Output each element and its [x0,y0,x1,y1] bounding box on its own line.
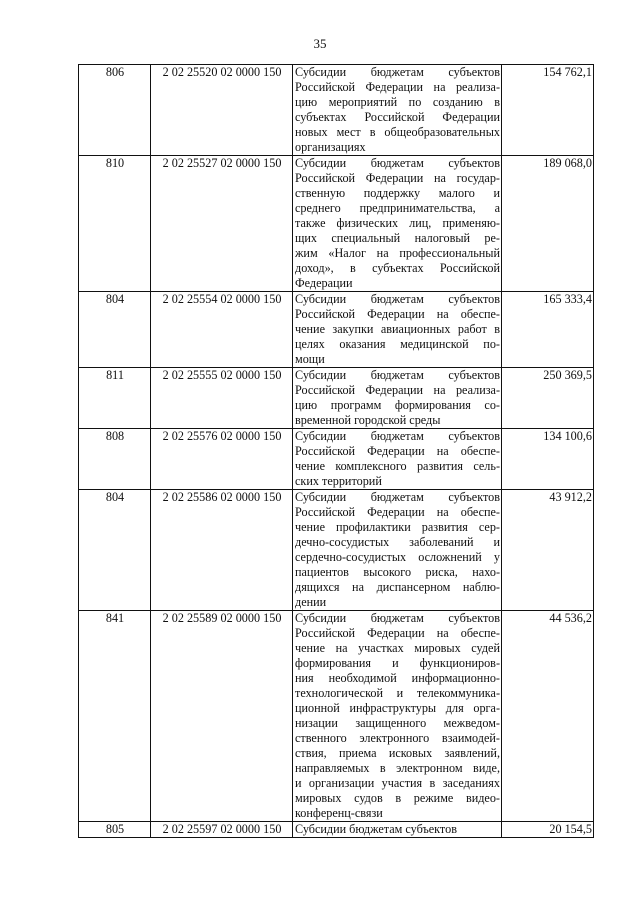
description-cell [293,822,502,838]
amount-cell: 154 762,1 [502,65,594,156]
amount-cell: 43 912,2 [502,490,594,611]
admin-code-cell: 808 [79,429,151,490]
description-line: чение на участках мировых судей [295,641,500,655]
description-cell [293,611,502,822]
table-row [79,368,594,429]
description-line: технологической и телекоммуника- [295,686,500,700]
description-line: ствия, приема исковых заявлений, [295,746,500,760]
admin-code-cell: 810 [79,156,151,292]
amount-cell: 20 154,5 [502,822,594,838]
table-row [79,611,594,822]
description-line: конференц-связи [295,806,383,820]
budget-code-cell: 2 02 25589 02 0000 150 [151,611,293,822]
description-cell [293,156,502,292]
description-line: ния необходимой информационно- [295,671,500,685]
description-line: чение закупки авиационных работ в [295,322,500,336]
description-line: субъектах Российской Федерации [295,110,500,124]
description-line: цию программ формирования со- [295,398,500,412]
table-row [79,156,594,292]
description-line: Субсидии бюджетам субъектов [295,490,500,504]
description-line: ственного электронного взаимодей- [295,731,500,745]
description-cell [293,65,502,156]
description-cell [293,368,502,429]
description-line: доход», в субъектах Российской [295,261,500,275]
description-line: Федерации [295,276,353,290]
description-line: Российской Федерации на обеспе- [295,505,500,519]
budget-code-cell: 2 02 25554 02 0000 150 [151,292,293,368]
description-line: Субсидии бюджетам субъектов [295,611,500,625]
budget-table [78,64,594,838]
description-line: дении [295,595,327,609]
description-line: ционной инфраструктуры для орга- [295,701,500,715]
admin-code-cell: 841 [79,611,151,822]
description-cell [293,490,502,611]
description-line: Российской Федерации на обеспе- [295,626,500,640]
description-line: новых мест в общеобразовательных [295,125,500,139]
description-line: Российской Федерации на обеспе- [295,307,500,321]
amount-cell: 134 100,6 [502,429,594,490]
description-line: направляемых в электронном виде, [295,761,500,775]
description-line: Субсидии бюджетам субъектов [295,65,500,79]
budget-code-cell: 2 02 25555 02 0000 150 [151,368,293,429]
description-line: Субсидии бюджетам субъектов [295,292,500,306]
description-line: Российской Федерации на государ- [295,171,500,185]
description-line: также физических лиц, применяю- [295,216,500,230]
table-row [79,65,594,156]
page-number: 35 [313,36,327,51]
table-row [79,822,594,838]
description-line: целях оказания медицинской по- [295,337,500,351]
description-line: и организации участия в заседаниях [295,776,500,790]
description-line: чение комплексного развития сель- [295,459,500,473]
description-cell [293,292,502,368]
admin-code-cell: 804 [79,292,151,368]
table-row [79,292,594,368]
budget-code-cell: 2 02 25597 02 0000 150 [151,822,293,838]
description-line: Российской Федерации на обеспе- [295,444,500,458]
description-line: Российской Федерации на реализа- [295,383,500,397]
amount-cell: 165 333,4 [502,292,594,368]
admin-code-cell: 806 [79,65,151,156]
description-cell [293,429,502,490]
description-line: жим «Налог на профессиональный [295,246,500,260]
amount-cell: 189 068,0 [502,156,594,292]
amount-cell: 44 536,2 [502,611,594,822]
description-line: Российской Федерации на реализа- [295,80,500,94]
description-line: мощи [295,352,325,366]
description-line: цию мероприятий по созданию в [295,95,500,109]
description-line: среднего предпринимательства, а [295,201,500,215]
description-line: дящихся на диспансерном наблю- [295,580,500,594]
description-line: дечно-сосудистых заболеваний и [295,535,500,549]
description-line: низации защищенного межведом- [295,716,500,730]
table-row [79,429,594,490]
table-row [79,490,594,611]
description-line: щих специальный налоговый ре- [295,231,500,245]
description-line: чение профилактики развития сер- [295,520,500,534]
description-line: сердечно-сосудистых осложнений у [295,550,500,564]
admin-code-cell: 805 [79,822,151,838]
description-line: Субсидии бюджетам субъектов [295,156,500,170]
admin-code-cell: 811 [79,368,151,429]
description-line: пациентов высокого риска, нахо- [295,565,500,579]
description-line: Субсидии бюджетам субъектов [295,822,457,836]
budget-code-cell: 2 02 25576 02 0000 150 [151,429,293,490]
description-line: мировых судов в режиме видео- [295,791,500,805]
description-line: временной городской среды [295,413,441,427]
description-line: Субсидии бюджетам субъектов [295,368,500,382]
description-line: ских территорий [295,474,382,488]
budget-code-cell: 2 02 25527 02 0000 150 [151,156,293,292]
budget-code-cell: 2 02 25520 02 0000 150 [151,65,293,156]
description-line: организациях [295,140,366,154]
budget-table-body [79,65,594,838]
budget-code-cell: 2 02 25586 02 0000 150 [151,490,293,611]
description-line: Субсидии бюджетам субъектов [295,429,500,443]
amount-cell: 250 369,5 [502,368,594,429]
admin-code-cell: 804 [79,490,151,611]
description-line: ственную поддержку малого и [295,186,500,200]
description-line: формирования и функциониров- [295,656,500,670]
